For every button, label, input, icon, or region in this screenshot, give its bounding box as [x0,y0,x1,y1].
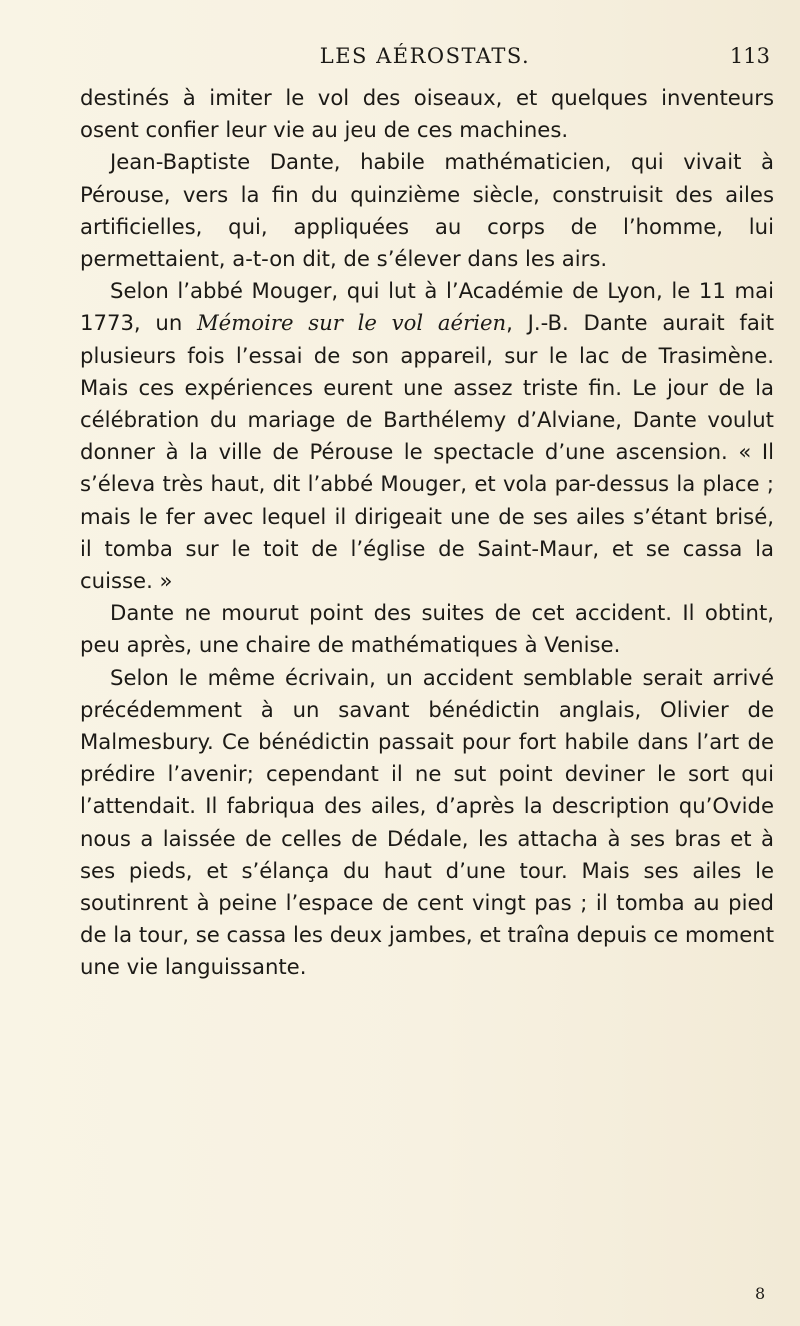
paragraph-dante: Jean-Baptiste Dante, habile mathématicien, qui vivait à Pérouse, vers la fin du quinzième siècle, construisit des ailes artificielles, qui, appliquées au corps de l’homme, lui permettaient, a-t-on dit, de s’élever dans les airs. [80,149,774,272]
running-title: LES AÉROSTATS. [319,44,531,68]
memoire-title: Mémoire sur le vol aérien [196,310,507,336]
paragraph-mouger-intro: Selon l’abbé Mouger, qui lut à l’Académie de Lyon, le 11 mai 1773, un [80,278,774,336]
paragraph-venise: Dante ne mourut point des suites de cet accident. Il obtint, peu après, une chaire de mathématiques à Venise. [80,600,774,658]
body-text [80,82,774,984]
signature-mark: 8 [755,1284,766,1303]
paragraph-mouger [80,275,774,597]
paragraph-mouger-rest: , J.-B. Dante aurait fait plusieurs fois l’essai de son appareil, sur le lac de Trasimène. Mais ces expériences eurent une assez triste fin. Le jour de la célébration du mariage de Barthélemy d’Alviane, Dante voulut donner à la ville de Pérouse le spectacle d’une ascension. « Il s’éleva très haut, dit l’abbé Mouger, et vola par-dessus la place ; mais le fer avec lequel il dirigeait une de ses ailes s’étant brisé, il tomba sur le toit de l’église de Saint-Maur, et se cassa la cuisse. » [80,310,774,594]
running-head [80,44,770,78]
paragraph-malmesbury: Selon le même écrivain, un accident semblable serait arrivé précédemment à un savant bénédictin anglais, Olivier de Malmesbury. Ce bénédictin passait pour fort habile dans l’art de prédire l’avenir; cependant il ne sut point deviner le sort qui l’attendait. Il fabriqua des ailes, d’après la description qu’Ovide nous a laissée de celles de Dédale, les attacha à ses bras et à ses pieds, et s’élança du haut d’une tour. Mais ses ailes le soutinrent à peine l’espace de cent vingt pas ; il tomba au pied de la tour, se cassa les deux jambes, et traîna depuis ce moment une vie languissante. [80,664,774,980]
page-number: 113 [729,44,770,68]
paragraph-continuation: destinés à imiter le vol des oiseaux, et quelques inventeurs osent confier leur vie au jeu de ces machines. [80,85,774,143]
